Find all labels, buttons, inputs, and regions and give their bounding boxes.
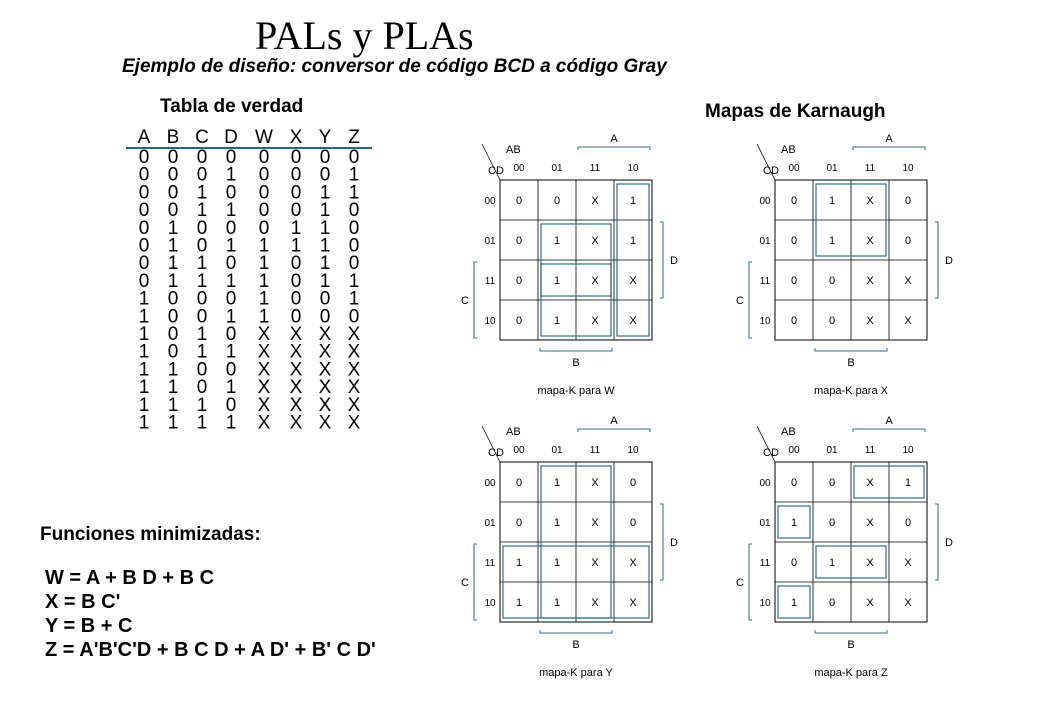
truth-table-cell: 0 xyxy=(348,200,360,222)
truth-table-cell: 1 xyxy=(196,341,208,363)
kmap-col-label: 01 xyxy=(826,445,838,456)
truth-table-cell: 0 xyxy=(319,306,331,328)
kmap-col-var: AB xyxy=(781,426,796,438)
kmap-col-label: 11 xyxy=(864,445,876,456)
kmap-col-label: 10 xyxy=(627,163,639,174)
truth-table-cell: X xyxy=(257,394,271,416)
truth-table-cell: 0 xyxy=(290,288,302,310)
truth-table-cell: 1 xyxy=(258,270,270,292)
truth-table-cell: X xyxy=(347,377,361,399)
kmap-cell: 0 xyxy=(515,235,523,247)
truth-table-cell: 1 xyxy=(138,394,150,416)
truth-table-cell: 0 xyxy=(225,359,237,381)
kmap-heading: Mapas de Karnaugh xyxy=(705,101,886,122)
kmap-d-bracket xyxy=(935,504,938,580)
kmap-cell: X xyxy=(591,517,599,529)
truth-table-cell: 0 xyxy=(348,217,360,239)
kmap-caption: mapa-K para W xyxy=(537,385,615,397)
truth-table-cell: 1 xyxy=(196,412,208,434)
truth-table-cell: 0 xyxy=(290,270,302,292)
truth-table-cell: 1 xyxy=(319,217,331,239)
truth-table-cell: 0 xyxy=(167,200,179,222)
truth-table-cell: 0 xyxy=(138,253,150,275)
truth-table-cell: 0 xyxy=(290,164,302,186)
truth-table-header: W xyxy=(255,127,273,148)
kmap-cell: X xyxy=(904,315,912,327)
truth-table-cell: X xyxy=(318,377,332,399)
kmap-d-label: D xyxy=(670,255,678,267)
kmap-y xyxy=(461,410,735,685)
truth-table-cell: 1 xyxy=(196,200,208,222)
kmap-cell: 0 xyxy=(629,477,637,489)
kmap-cell: 1 xyxy=(828,557,836,569)
kmap-cell: 0 xyxy=(904,195,912,207)
kmap-col-label: 11 xyxy=(589,445,601,456)
truth-table-cell: 0 xyxy=(290,182,302,204)
kmap-b-label: B xyxy=(847,639,855,651)
kmap-col-var: AB xyxy=(506,144,521,156)
kmap-c-label: C xyxy=(461,577,469,589)
kmap-a-bracket xyxy=(853,147,925,150)
kmap-c-bracket xyxy=(474,544,477,620)
truth-table-cell: X xyxy=(289,377,303,399)
kmap-cell: 0 xyxy=(828,275,836,287)
truth-table-cell: 1 xyxy=(348,270,360,292)
kmap-row-label: 00 xyxy=(484,478,496,489)
truth-table-cell: X xyxy=(318,412,332,434)
truth-table-cell: 1 xyxy=(225,412,237,434)
kmap-row-label: 11 xyxy=(759,276,771,287)
truth-table-cell: 0 xyxy=(258,147,270,168)
truth-table-cell: 0 xyxy=(225,288,237,310)
kmap-d-label: D xyxy=(670,537,678,549)
kmap-row-label: 01 xyxy=(484,518,496,529)
truth-table-cell: 0 xyxy=(225,324,237,345)
kmap-row-label: 10 xyxy=(759,316,771,327)
kmap-cell: 0 xyxy=(515,517,523,529)
truth-table-cell: 1 xyxy=(196,324,208,345)
truth-table-cell: 0 xyxy=(196,147,208,168)
kmap-d-label: D xyxy=(945,255,953,267)
truth-table-cell: 1 xyxy=(138,359,150,381)
kmap-cell: X xyxy=(866,195,874,207)
truth-table-cell: 1 xyxy=(290,235,302,257)
truth-table-cell: 1 xyxy=(225,270,237,292)
functions-list xyxy=(45,566,376,662)
truth-table-cell: 1 xyxy=(290,217,302,239)
truth-table-cell: 0 xyxy=(196,288,208,310)
truth-table-cell: 1 xyxy=(167,235,179,257)
kmap-b-label: B xyxy=(572,639,580,651)
truth-table-cell: 1 xyxy=(225,164,237,186)
kmap-cell: 0 xyxy=(828,315,836,327)
kmap-col-var: AB xyxy=(506,426,521,438)
kmap-cell: 0 xyxy=(904,235,912,247)
kmap-row-label: 00 xyxy=(759,478,771,489)
kmap-col-label: 01 xyxy=(551,163,563,174)
truth-table-cell: 1 xyxy=(196,182,208,204)
kmap-cell: X xyxy=(591,557,599,569)
kmap-c-label: C xyxy=(736,577,744,589)
kmap-row-label: 11 xyxy=(759,558,771,569)
kmap-row-label: 11 xyxy=(484,558,496,569)
truth-table-cell: 1 xyxy=(319,235,331,257)
truth-table-cell: X xyxy=(347,341,361,363)
functions-heading: Funciones minimizadas: xyxy=(40,524,261,545)
truth-table-cell: 1 xyxy=(196,253,208,275)
truth-table-cell: X xyxy=(257,359,271,381)
kmap-cell: X xyxy=(629,557,637,569)
kmap-cell: 1 xyxy=(515,597,523,609)
kmap-cell: 1 xyxy=(553,275,561,287)
kmap-col-var: AB xyxy=(781,144,796,156)
kmap-row-label: 01 xyxy=(759,518,771,529)
truth-table-cell: 0 xyxy=(167,182,179,204)
truth-table-cell: 1 xyxy=(225,377,237,399)
kmap-d-bracket xyxy=(660,222,663,298)
page-title: PALs y PLAs xyxy=(255,13,474,58)
kmap-col-label: 00 xyxy=(513,163,525,174)
truth-table-cell: 1 xyxy=(138,324,150,345)
truth-table-cell: 0 xyxy=(290,253,302,275)
truth-table-header: X xyxy=(289,127,303,148)
truth-table-cell: 1 xyxy=(138,306,150,328)
truth-table-cell: X xyxy=(257,412,271,434)
kmap-cell: 0 xyxy=(790,315,798,327)
kmap-cell: 1 xyxy=(828,195,836,207)
kmap-cell: 1 xyxy=(790,517,798,529)
truth-table-cell: 0 xyxy=(348,306,360,328)
truth-table-cell: X xyxy=(289,412,303,434)
kmap-cell: X xyxy=(904,275,912,287)
kmap-cell: X xyxy=(591,315,599,327)
truth-table-cell: 1 xyxy=(319,270,331,292)
kmap-cell: 0 xyxy=(828,517,836,529)
function-z: Z = A'B'C'D + B C D + A D' + B' C D' xyxy=(45,639,376,661)
kmap-c-bracket xyxy=(749,544,752,620)
truth-table-cell: 0 xyxy=(138,200,150,222)
kmap-a-label: A xyxy=(610,415,618,427)
kmap-b-bracket xyxy=(540,630,612,633)
kmap-cell: X xyxy=(866,275,874,287)
kmap-cell: 1 xyxy=(553,597,561,609)
truth-table-cell: 0 xyxy=(138,147,150,168)
truth-table-cell: 0 xyxy=(225,147,237,168)
function-x: X = B C' xyxy=(45,591,121,613)
truth-table-cell: 0 xyxy=(348,147,360,168)
kmap-cell: 0 xyxy=(515,195,523,207)
truth-table-cell: 1 xyxy=(167,394,179,416)
truth-table-cell: X xyxy=(289,341,303,363)
truth-table-header: A xyxy=(137,127,151,148)
kmap-cell: X xyxy=(866,517,874,529)
truth-table-cell: 0 xyxy=(196,306,208,328)
truth-table-cell: 0 xyxy=(167,341,179,363)
truth-table-cell: 0 xyxy=(225,394,237,416)
function-w: W = A + B D + B C xyxy=(45,567,215,589)
kmap-cell: 0 xyxy=(515,275,523,287)
kmap-a-label: A xyxy=(885,415,893,427)
truth-table-cell: 0 xyxy=(290,200,302,222)
kmap-cell: 0 xyxy=(904,517,912,529)
kmap-cell: 1 xyxy=(553,315,561,327)
truth-table-cell: 0 xyxy=(167,288,179,310)
kmap-col-label: 00 xyxy=(513,445,525,456)
kmap-c-bracket xyxy=(474,262,477,338)
kmap-d-bracket xyxy=(935,222,938,298)
truth-table-cell: 0 xyxy=(319,164,331,186)
kmap-cell: 1 xyxy=(790,597,798,609)
kmap-row-label: 00 xyxy=(759,196,771,207)
truth-table-cell: 0 xyxy=(138,164,150,186)
truth-table-cell: 1 xyxy=(167,217,179,239)
kmap-cell: X xyxy=(591,597,599,609)
kmap-cell: X xyxy=(866,597,874,609)
kmap-cell: 0 xyxy=(515,315,523,327)
kmap-cell: 1 xyxy=(629,195,637,207)
truth-table-cell: 1 xyxy=(167,253,179,275)
kmap-row-label: 10 xyxy=(484,598,496,609)
kmap-c-label: C xyxy=(736,295,744,307)
kmap-b-label: B xyxy=(572,357,580,369)
kmap-cell: 1 xyxy=(553,477,561,489)
kmap-b-bracket xyxy=(815,348,887,351)
kmap-d-bracket xyxy=(660,504,663,580)
kmap-b-bracket xyxy=(815,630,887,633)
kmap-cell: 1 xyxy=(629,235,637,247)
kmap-cell: 0 xyxy=(790,235,798,247)
truth-table-cell: 0 xyxy=(196,217,208,239)
truth-table-cell: 1 xyxy=(138,412,150,434)
truth-table-cell: 1 xyxy=(167,270,179,292)
kmap-cell: 1 xyxy=(904,477,912,489)
kmap-cell: X xyxy=(904,557,912,569)
kmap-cell: X xyxy=(866,235,874,247)
truth-table-cell: 0 xyxy=(348,235,360,257)
truth-table-cell: 0 xyxy=(167,147,179,168)
truth-table-cell: 1 xyxy=(167,412,179,434)
truth-table-cell: 0 xyxy=(196,359,208,381)
kmap-col-label: 01 xyxy=(551,445,563,456)
truth-table-cell: 1 xyxy=(258,235,270,257)
kmap-row-label: 10 xyxy=(759,598,771,609)
truth-table-cell: X xyxy=(318,341,332,363)
truth-table-cell: X xyxy=(347,324,361,345)
truth-table-cell: 1 xyxy=(319,200,331,222)
truth-table-cell: 1 xyxy=(348,288,360,310)
truth-table-heading: Tabla de verdad xyxy=(160,96,304,117)
truth-table-cell: 0 xyxy=(290,306,302,328)
truth-table-cell: 0 xyxy=(138,217,150,239)
kmap-a-bracket xyxy=(578,429,650,432)
kmap-b-label: B xyxy=(847,357,855,369)
truth-table-cell: X xyxy=(318,324,332,345)
kmap-cell: X xyxy=(591,195,599,207)
truth-table-cell: 1 xyxy=(319,182,331,204)
kmap-col-label: 01 xyxy=(826,163,838,174)
truth-table-cell: 0 xyxy=(258,217,270,239)
truth-table-cell: X xyxy=(257,341,271,363)
kmap-row-label: 11 xyxy=(484,276,496,287)
kmap-cell: 0 xyxy=(828,477,836,489)
kmap-col-label: 10 xyxy=(627,445,639,456)
kmap-col-label: 00 xyxy=(788,445,800,456)
truth-table-cell: 1 xyxy=(196,394,208,416)
truth-table-cell: 1 xyxy=(319,253,331,275)
truth-table-cell: 1 xyxy=(348,164,360,186)
kmap-cell: 1 xyxy=(553,235,561,247)
kmap-a-bracket xyxy=(853,429,925,432)
kmap-cell: X xyxy=(904,597,912,609)
truth-table-cell: X xyxy=(257,377,271,399)
kmap-col-label: 10 xyxy=(902,163,914,174)
truth-table-cell: X xyxy=(289,394,303,416)
truth-table-cell: X xyxy=(347,412,361,434)
kmap-cell: X xyxy=(591,235,599,247)
truth-table-cell: X xyxy=(289,359,303,381)
kmap-c-label: C xyxy=(461,295,469,307)
truth-table-cell: 0 xyxy=(225,182,237,204)
kmap-c-bracket xyxy=(749,262,752,338)
truth-table-cell: 0 xyxy=(138,270,150,292)
kmap-cell: 1 xyxy=(828,235,836,247)
truth-table-cell: 0 xyxy=(167,324,179,345)
kmap-cell: X xyxy=(629,275,637,287)
function-y: Y = B + C xyxy=(45,615,133,637)
kmap-caption: mapa-K para Z xyxy=(814,667,888,679)
truth-table-cell: X xyxy=(257,324,271,345)
truth-table-cell: 1 xyxy=(167,377,179,399)
kmap-cell: X xyxy=(629,597,637,609)
truth-table-header: B xyxy=(166,127,180,148)
truth-table-cell: 0 xyxy=(290,147,302,168)
kmap-cell: 0 xyxy=(790,195,798,207)
kmap-d-label: D xyxy=(945,537,953,549)
kmap-row-var: CD xyxy=(488,165,504,177)
kmap-x xyxy=(736,128,1010,403)
kmap-z xyxy=(736,410,1010,685)
kmap-col-label: 00 xyxy=(788,163,800,174)
truth-table-cell: 1 xyxy=(138,341,150,363)
truth-table-cell: 1 xyxy=(138,377,150,399)
truth-table-cell: 1 xyxy=(167,359,179,381)
truth-table-cell: X xyxy=(347,394,361,416)
kmap-cell: X xyxy=(866,557,874,569)
truth-table-cell: 0 xyxy=(196,235,208,257)
truth-table-cell: 1 xyxy=(225,235,237,257)
truth-table-header: C xyxy=(195,127,209,148)
kmap-cell: X xyxy=(591,275,599,287)
kmap-cell: 0 xyxy=(553,195,561,207)
kmap-col-label: 10 xyxy=(902,445,914,456)
kmap-cell: 1 xyxy=(553,557,561,569)
page-subtitle: Ejemplo de diseño: conversor de código BCD a código Gray xyxy=(122,56,667,77)
truth-table-cell: X xyxy=(347,359,361,381)
kmap-row-var: CD xyxy=(763,447,779,459)
kmap-a-label: A xyxy=(610,133,618,145)
truth-table-cell: 0 xyxy=(258,200,270,222)
truth-table-cell: 0 xyxy=(167,164,179,186)
kmap-caption: mapa-K para X xyxy=(814,385,888,397)
kmap-row-label: 00 xyxy=(484,196,496,207)
kmap-col-label: 11 xyxy=(864,163,876,174)
kmap-row-var: CD xyxy=(488,447,504,459)
kmap-caption: mapa-K para Y xyxy=(539,667,613,679)
kmap-row-label: 01 xyxy=(484,236,496,247)
truth-table-cell: 1 xyxy=(225,200,237,222)
truth-table-cell: 0 xyxy=(225,253,237,275)
kmap-cell: X xyxy=(866,477,874,489)
truth-table-cell: 0 xyxy=(348,253,360,275)
truth-table-header: Y xyxy=(318,127,332,148)
kmap-b-bracket xyxy=(540,348,612,351)
kmap-cell: 0 xyxy=(790,275,798,287)
kmap-cell: 1 xyxy=(553,517,561,529)
truth-table-cell: 0 xyxy=(225,217,237,239)
truth-table-cell: 0 xyxy=(167,306,179,328)
kmap-cell: 0 xyxy=(790,557,798,569)
kmap-cell: 0 xyxy=(828,597,836,609)
truth-table-cell: X xyxy=(289,324,303,345)
truth-table-cell: 0 xyxy=(319,147,331,168)
kmap-cell: 1 xyxy=(515,557,523,569)
truth-table-cell: 0 xyxy=(138,182,150,204)
truth-table-cell: X xyxy=(318,394,332,416)
truth-table-cell: 0 xyxy=(196,164,208,186)
truth-table-cell: 1 xyxy=(348,182,360,204)
kmap-row-label: 01 xyxy=(759,236,771,247)
truth-table-cell: 0 xyxy=(196,377,208,399)
truth-table-header: Z xyxy=(348,127,360,148)
truth-table-cell: 0 xyxy=(319,288,331,310)
truth-table-cell: 1 xyxy=(258,306,270,328)
kmap-a-label: A xyxy=(885,133,893,145)
truth-table-header: D xyxy=(224,127,238,148)
kmap-a-bracket xyxy=(578,147,650,150)
kmap-cell: X xyxy=(866,315,874,327)
truth-table-cell: 1 xyxy=(258,288,270,310)
truth-table-cell: 1 xyxy=(225,306,237,328)
truth-table-cell: 1 xyxy=(138,288,150,310)
truth-table-cell: 0 xyxy=(138,235,150,257)
truth-table-cell: 1 xyxy=(258,253,270,275)
kmap-col-label: 11 xyxy=(589,163,601,174)
kmap-cell: X xyxy=(591,477,599,489)
truth-table xyxy=(126,126,376,434)
kmap-cell: 0 xyxy=(790,477,798,489)
kmap-cell: 0 xyxy=(629,517,637,529)
truth-table-cell: 1 xyxy=(225,341,237,363)
kmap-row-var: CD xyxy=(763,165,779,177)
kmap-cell: X xyxy=(629,315,637,327)
truth-table-cell: 1 xyxy=(196,270,208,292)
kmap-w xyxy=(461,128,735,403)
truth-table-cell: 0 xyxy=(258,164,270,186)
truth-table-cell: 0 xyxy=(258,182,270,204)
kmap-row-label: 10 xyxy=(484,316,496,327)
truth-table-cell: X xyxy=(318,359,332,381)
kmap-cell: 0 xyxy=(515,477,523,489)
